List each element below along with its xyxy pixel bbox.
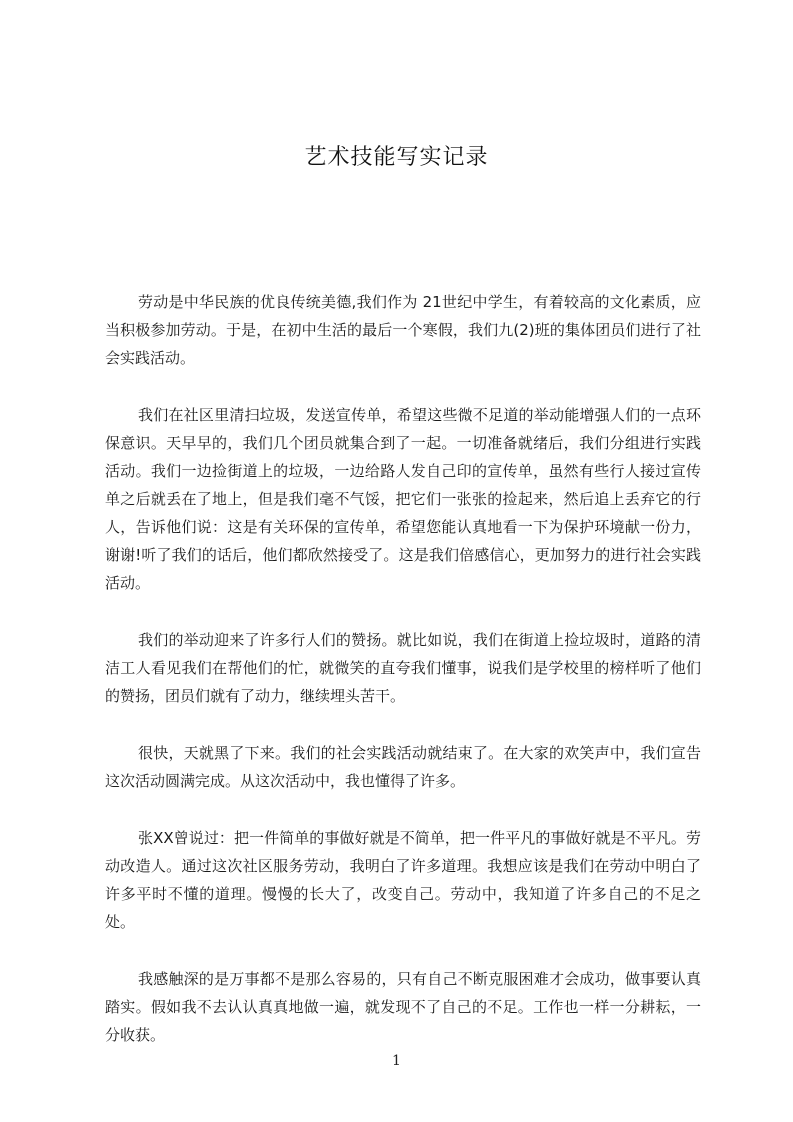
paragraph-5: 张XX曾说过：把一件简单的事做好就是不简单，把一件平凡的事做好就是不平凡。劳动改造人。通过这次社区服务劳动，我明白了许多道理。我想应该是我们在劳动中明白了许多平时不懂的道理。慢慢的长大了，改变自己。劳动中，我知道了许多自己的不足之处。 xyxy=(105,829,701,931)
page-number: 1 xyxy=(392,1053,401,1069)
document-title: 艺术技能写实记录 xyxy=(304,145,489,170)
paragraph-6: 我感触深的是万事都不是那么容易的，只有自己不断克服困难才会成功，做事要认真踏实。假如我不去认认真真地做一遍，就发现不了自己的不足。工作也一样一分耕耘，一分收获。 xyxy=(105,970,701,1044)
paragraph-4: 很快，天就黑了下来。我们的社会实践活动就结束了。在大家的欢笑声中，我们宣告这次活动圆满完成。从这次活动中，我也懂得了许多。 xyxy=(105,744,701,790)
paragraph-3: 我们的举动迎来了许多行人们的赞扬。就比如说，我们在街道上捡垃圾时，道路的清洁工人看见我们在帮他们的忙，就微笑的直夸我们懂事，说我们是学校里的榜样听了他们的赞扬，团员们就有了动力，继续埋头苦干。 xyxy=(105,631,701,705)
document-body xyxy=(105,288,701,1078)
paragraph-1: 劳动是中华民族的优良传统美德,我们作为 21世纪中学生，有着较高的文化素质，应当积极参加劳动。于是，在初中生活的最后一个寒假，我们九(2)班的集体团员们进行了社会实践活动。 xyxy=(105,293,701,367)
paragraph-2: 我们在社区里清扫垃圾，发送宣传单，希望这些微不足道的举动能增强人们的一点环保意识。天早早的，我们几个团员就集合到了一起。一切准备就绪后，我们分组进行实践活动。我们一边捡街道上的垃圾，一边给路人发自己印的宣传单，虽然有些行人接过宣传单之后就丢在了地上，但是我们毫不气馁，把它们一张张的捡起来，然后追上丢弃它的行人，告诉他们说：这是有关环保的宣传单，希望您能认真地看一下为保护环境献一份力，谢谢!听了我们的话后，他们都欣然接受了。这是我们倍感信心，更加努力的进行社会实践活动。 xyxy=(105,406,701,592)
